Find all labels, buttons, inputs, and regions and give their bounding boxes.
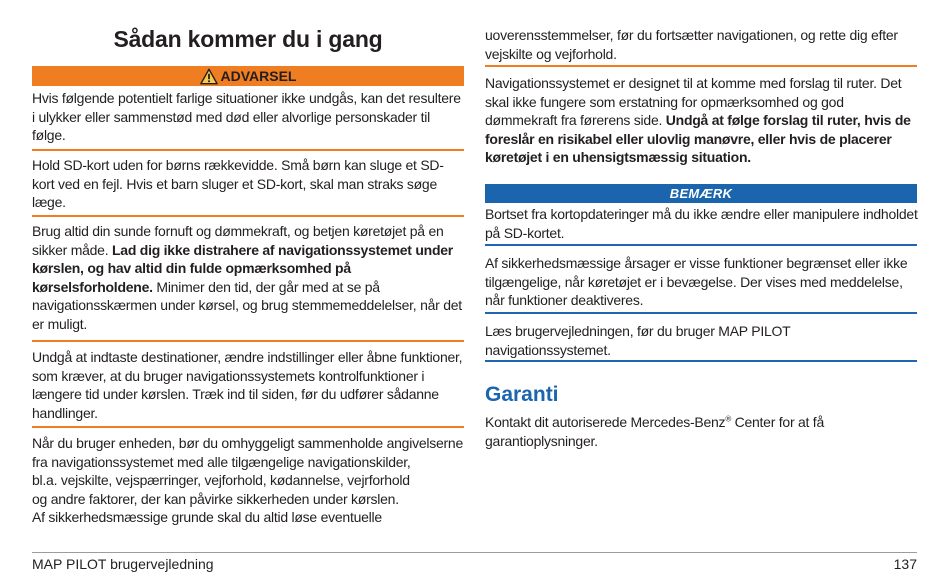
- warning-label: ADVARSEL: [220, 68, 297, 84]
- common-sense-paragraph: [32, 222, 466, 333]
- warning-banner: [32, 66, 464, 86]
- text-line: Af sikkerhedsmæssige grunde skal du altid løse eventuelle: [32, 509, 382, 525]
- divider: [32, 340, 464, 342]
- map-update-paragraph: Bortset fra kortopdateringer må du ikke ændre eller manipulere indholdet på SD-kortet.: [485, 206, 918, 241]
- text-segment: Brug altid din sunde fornuft og dømmekraft, og betjen køretøjet på en sikker måde.: [32, 223, 444, 258]
- text-segment: Navigationssystemet er designet til at komme med forslag til ruter. Det skal ikke fungere som erstatning for opmærksomhed og god dømmekraft fra førerens side.: [485, 75, 902, 128]
- footer-divider: [32, 552, 917, 553]
- text-segment: Minimer den tid, der går med at se på navigationsskærmen under kørsel, og brug stemmemeddelelser, når det er muligt.: [32, 278, 462, 332]
- text-segment: Center for at få garantioplysninger.: [485, 414, 824, 449]
- route-suggestion-paragraph: [485, 74, 919, 167]
- restricted-features-paragraph: Af sikkerhedsmæssige årsager er visse funktioner begrænset eller ikke tilgængelige, når køretøjet er i bevægelse. Der vises med meddelelse, når funktioner deaktiveres.: [485, 255, 908, 308]
- section-heading-warranty: Garanti: [485, 383, 559, 406]
- discrepancy-paragraph: uoverensstemmelser, før du fortsætter navigationen, og rette dig efter vejskilte og vejforhold.: [485, 27, 898, 62]
- warranty-paragraph: [485, 413, 919, 450]
- text-segment: Kontakt dit autoriserede Mercedes-Benz: [485, 414, 726, 430]
- destination-paragraph: Undgå at indtaste destinationer, ændre indstillinger eller åbne funktioner, som kræver, at du bruger navigationssystemets kontrolfunktioner i længere tid under kørslen. Træk ind til siden, før du udfører sådanne handlinger.: [32, 349, 463, 421]
- divider: [32, 426, 464, 428]
- note-banner: BEMÆRK: [485, 184, 917, 203]
- text-line: og andre faktorer, der kan påvirke sikkerheden under kørslen.: [32, 490, 399, 507]
- text-line: bl.a. vejskilte, vejspærringer, vejforhold, kødannelse, vejrforhold: [32, 472, 410, 488]
- divider: [485, 312, 917, 314]
- footer-manual-title: MAP PILOT brugervejledning: [32, 556, 214, 572]
- read-manual-paragraph: Læs brugervejledningen, før du bruger MAP PILOT navigationssystemet.: [485, 323, 791, 358]
- divider: [32, 215, 464, 217]
- divider: [485, 360, 917, 362]
- divider: [485, 244, 917, 246]
- sd-card-paragraph: Hold SD-kort uden for børns rækkevidde. Små børn kan sluge et SD-kort ved en fejl. Hvis et barn sluger et SD-kort, skal man straks søge læge.: [32, 157, 444, 210]
- page-number: 137: [893, 556, 917, 572]
- text-line: fra navigationssystemet med alle tilgængelige navigationskilder,: [32, 453, 411, 470]
- warning-intro-paragraph: Hvis følgende potentielt farlige situationer ikke undgås, kan det resultere i ulykker eller sammenstød med død eller alvorlige personskader til følge.: [32, 90, 461, 143]
- divider: [485, 65, 917, 67]
- registered-mark: ®: [725, 414, 731, 424]
- compare-sources-paragraph: [32, 434, 472, 527]
- page-title: Sådan kommer du i gang: [113, 26, 383, 52]
- bold-text-segment: Undgå at følge forslag til ruter, hvis de foreslår en risikabel eller ulovlig manøvre, eller hvis de placerer køretøjet i en uhensigtsmæssig situation.: [485, 112, 911, 165]
- bold-text-segment: Lad dig ikke distrahere af navigationssystemet under kørslen, og hav altid din fulde opmærksomhed på kørselsforholdene.: [32, 241, 453, 295]
- text-line: Når du bruger enheden, bør du omhyggeligt sammenholde angivelserne: [32, 435, 463, 451]
- divider: [32, 149, 464, 151]
- warning-triangle-icon: [200, 68, 218, 85]
